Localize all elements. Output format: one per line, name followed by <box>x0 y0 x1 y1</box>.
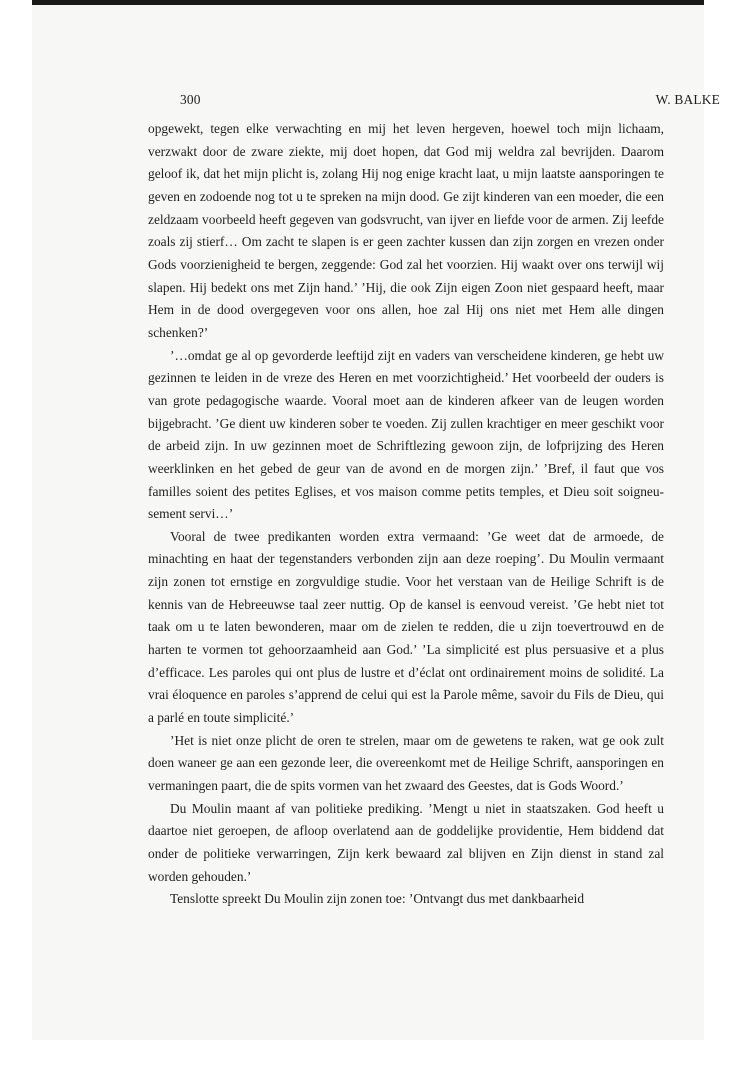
paragraph-2: ’…omdat ge al op gevorderde leeftijd zijt en vaders van verscheidene kinderen, ge hebt uw gezinnen te leiden in de vreze des Heren en met voorzichtigheid.’ Het voorbeeld der ouders is van grote pedagogische waarde. Vooral moet aan de kinderen afkeer van de leugen worden bijgebracht. ’Ge dient uw kinderen sober te voeden. Zij zullen krachtiger en meer geschikt voor de arbeid zijn. In uw gezinnen moet de Schriftlezing gewoon zijn, de lofprijzing des Heren weerklinken en het gebed de geur van de avond en de morgen zijn.’ ’Bref, il faut que vos familles soient des petites Eglises, et vos maison comme petits temples, et Dieu soit soigneusement servi…’ <box>148 347 664 522</box>
page-number: 300 <box>180 92 201 107</box>
paragraph-1: opgewekt, tegen elke verwachting en mij het leven hergeven, hoewel toch mijn lichaam, verzwakt door de zware ziekte, mij doet hopen, dat God mij weldra zal bevrijden. Daarom geloof ik, dat het mijn plicht is, zolang Hij nog enige kracht laat, u mijn laatste aansporingen te geven en zodoende nog tot u te spreken na mijn dood. Ge zijt kinderen van een moeder, die een zeldzaam voorbeeld heeft gegeven van godsvrucht, van ijver en liefde voor de armen. Zij leefde zoals zij stierf… Om zacht te slapen is er geen zachter kussen dan zijn zorgen en vrezen onder Gods voorzienigheid te bergen, zeggende: God zal het voorzien. Hij waakt over ons terwijl wij slapen. Hij bedekt ons met Zijn hand.’ ’Hij, die ook Zijn eigen Zoon niet gespaard heeft, maar Hem in de dood overgegeven voor ons allen, hoe zal Hij ons niet met Hem alle dingen schenken?’ <box>148 121 664 340</box>
running-head <box>180 92 720 112</box>
paragraph-4: ’Het is niet onze plicht de oren te strelen, maar om de gewetens te raken, wat ge ook zult doen waneer ge aan een gezonde leer, die overeenkomt met de Heilige Schrift, aansporingen en vermaningen paart, die de spits vormen van het zwaard des Geestes, dat is Gods Woord.’ <box>148 732 664 794</box>
running-title: W. BALKE <box>655 92 720 107</box>
paragraph-6: Tenslotte spreekt Du Moulin zijn zonen toe: ’Ontvangt dus met dankbaarheid <box>170 891 585 907</box>
paragraph-5: Du Moulin maant af van politieke prediking. ’Mengt u niet in staatszaken. God heeft u daartoe niet geroepen, de afloop overlatend aan de goddelijke providentie, Hem biddend dat onder de politieke verwarringen, Zijn kerk bewaard zal blijven en Zijn dienst in stand zal worden gehouden.’ <box>148 800 664 884</box>
body-text <box>148 118 664 911</box>
paragraph-3: Vooral de twee predikanten worden extra vermaand: ’Ge weet dat de armoede, de minachting en haat der tegenstanders verbonden zijn aan deze roeping’. Du Moulin vermaant zijn zonen tot ernstige en zorgvuldige studie. Voor het verstaan van de Heilige Schrift is de kennis van de Hebreeuwse taal zeer nuttig. Op de kansel is eenvoud vereist. ’Ge hebt niet tot taak om u te laten bewonderen, maar om de zielen te redden, die u zijn toevertrouwd en de harten te vormen tot gehoorzaamheid aan God.’ ’La simplicité est plus persuasive et a plus d’efficace. Les paroles qui ont plus de lustre et d’éclat ont ordinairement moins de solidité. La vrai éloquence en paroles s’apprend de celui qui est la Parole même, savoir du Fils de Dieu, qui a parlé en toute simplicité.’ <box>148 528 664 726</box>
